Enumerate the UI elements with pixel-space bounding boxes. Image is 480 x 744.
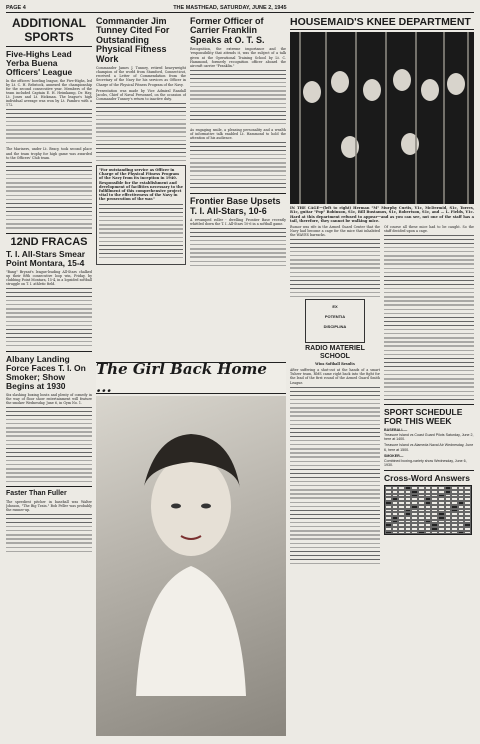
article-franklin: Recognition, the extreme importance and the 'responsibility that attends it, was the subject of a talk given at the Operational Training School by Lt. C. Hammond, formerly recognition officer aboard the aircraft carrier "Franklin." — [190, 47, 286, 68]
headline-crossword: Cross-Word Answers — [384, 473, 470, 484]
headline-frontier-base: Frontier Base Upsets T. I. All-Stars, 10-6 — [190, 196, 281, 216]
masthead — [6, 3, 474, 13]
cage-group-photo — [290, 32, 474, 204]
column-2 — [96, 16, 186, 360]
headline-tunney: Commander Jim Tunney Cited For Outstanding Physical Fitness Work — [96, 16, 170, 64]
headline-12nd-fracas: 12ND FRACAS — [10, 235, 88, 248]
crossword-cell — [438, 531, 445, 535]
article-tunney-2: Presentation was made by Vice Admiral Randall Jacobs, Chief of Naval Personnel, on the occasion of Commander Tunney's return to inactive duty. — [96, 88, 186, 101]
cage-caption: IN THE CAGE—(left to right) Herman "M" Murphy Curtis, Y1c, McDermid, S1c, Torres, R1c, guitar "Pop" Robinson, S1c, Bill Bustamos, S1c, Robertson, S1c, and ... L. Fields, Y1c. Hard at this department refused to appear—and as you can see, not one of the staff has a tail, therefore, they cannot be walking mice. — [290, 206, 474, 223]
headline-housemaids-knee: HOUSEMAID'S KNEE DEPARTMENT — [290, 16, 474, 30]
sched-label-2: SMOKER— — [384, 454, 404, 459]
banner-additional-sports: ADDITIONAL SPORTS — [6, 16, 92, 47]
article-housemaid-2: Of course all these mice had to be caught. So the staff decided upon a cage. — [384, 225, 474, 234]
headline-rms: RADIO MATERIEL SCHOOL — [305, 345, 365, 360]
crossword-cell — [431, 531, 438, 535]
sched-label-0: BASEBALL— — [384, 428, 408, 433]
article-five-highs-2: The Mariners, under Lt. Bracy, took second place and the team trophy for high game was awarded to the Officers' Club team. — [6, 147, 92, 160]
crossword-cell — [405, 531, 412, 535]
crossword-cell — [425, 531, 432, 535]
article-albany: Six slashing boxing bouts and plenty of comedy in the way of floor show entertainment will feature the smoker Wednesday, June 6, in Gym No. 1. — [6, 393, 92, 406]
article-frontier: A revamped roller - dwelling Frontier Base recently whittled down the T. I. All-Stars 10-6 in a softball game. — [190, 217, 286, 227]
rms-logo — [305, 299, 365, 343]
woman-portrait-graphic — [96, 396, 286, 736]
article-rms: After suffering a shut-out at the hands of a smart Tuhrer team, RMS came right back into the fight for the lead of the first round of the Armed Guard Smith League. — [290, 368, 380, 385]
headline-all-stars-montara: T. I. All-Stars Smear Point Montara, 15-4 — [6, 249, 86, 269]
headline-faster-than-fuller: Faster Than Fuller — [6, 490, 67, 498]
crossword-cell — [451, 531, 458, 535]
citation-box — [96, 165, 186, 265]
logo-word-disciplina: DISCIPLINA — [323, 324, 347, 330]
sched-text-2: Combined boxing-variety show Wednesday, June 6, 1930. — [384, 458, 467, 468]
logo-word-potentia: POTENTIA — [324, 314, 346, 320]
issue-line: THE MASTHEAD, SATURDAY, JUNE 2, 1945 — [173, 4, 287, 11]
column-4 — [290, 16, 474, 740]
article-tunney: Commander James J. Tunney, retired heavyweight champion of the world from Stamford, Connecticut, received a Letter of Commendation from the Secretary of the Navy for his services as Officer in Charge of the Physical Fitness Program of the Navy. — [96, 66, 186, 87]
article-franklin-2: As engaging smile, a pleasing personality and a wealth of informative talk enabled Lt. Hammond to hold the attention of his audience. — [190, 127, 286, 140]
cage-graphic — [290, 32, 474, 204]
sport-schedule — [384, 428, 474, 467]
article-five-highs: In the officers' bowling league, the Five-Highs, led by Lt. C. H. Rebstock, annexed the championship for the second consecutive year. Members of the team included Captain E. H. Heimkamp, Dr. Hay, Lt. Jones and Lt. Hickman. The league's high individual average was won by Lt. Fambro with a 172. — [6, 78, 92, 108]
crossword-cell — [418, 531, 425, 535]
crossword-cell — [411, 531, 418, 535]
headline-five-highs: Five-Highs Lead Yerba Buena Officers' League — [6, 49, 73, 77]
headline-sport-schedule: SPORT SCHEDULE FOR THIS WEEK — [384, 407, 463, 427]
logo-word-ex: EX — [332, 304, 338, 310]
article-housemaid-1: Rumor was rife in the Armed Guard Center that the Navy had become a cage for the mice that inhabited the WAVES barracks. — [290, 225, 380, 238]
crossword-cell — [445, 531, 452, 535]
page-number: PAGE 4 — [6, 4, 26, 11]
crossword-cell — [392, 531, 399, 535]
article-faster: The speediest pitcher in baseball was Walter Johnson, "The Big Train." Bob Feller was probably the runner-up. — [6, 499, 92, 512]
sched-text-0: Treasure Island vs Coast Guard Pilots Saturday, June 2, here at 1400. — [384, 432, 474, 442]
crossword-cell — [385, 531, 392, 535]
sched-text-1: Treasure Island vs Alameda Naval Air Wednesday, June 6, here at 1500. — [384, 443, 474, 452]
crossword-grid — [384, 485, 472, 535]
article-all-stars: "Bang" Bryant's league-leading All-Stars chalked up their fifth consecutive loop win, Friday, by clubbing Point Montara, 15-4, in a lopsided softball struggle on T. I. athletic field. — [6, 270, 92, 287]
crossword-cell — [464, 531, 471, 535]
column-1 — [6, 16, 92, 740]
girl-back-home-photo — [96, 396, 286, 736]
citation-text: "For outstanding service as Officer in Charge of the Physical Fitness Program of the Navy from its inception in 1940. Responsible for the establishment and development of facilities necessary to the fulfillment of this comprehensive project vital to the effectiveness of the Navy in the prosecution of the war." — [99, 167, 183, 202]
headline-franklin: Former Officer of Carrier Franklin Speaks at O. T. S. — [190, 16, 265, 45]
crossword-cell — [398, 531, 405, 535]
column-3 — [190, 16, 286, 360]
headline-albany-smoker: Albany Landing Force Faces T. I. On Smoker; Show Begins at 1930 — [6, 354, 86, 392]
subhead-rms: Wins Softball Results — [315, 362, 355, 367]
crossword-cell — [458, 531, 465, 535]
girl-back-home-banner: The Girl Back Home ... — [96, 362, 286, 394]
